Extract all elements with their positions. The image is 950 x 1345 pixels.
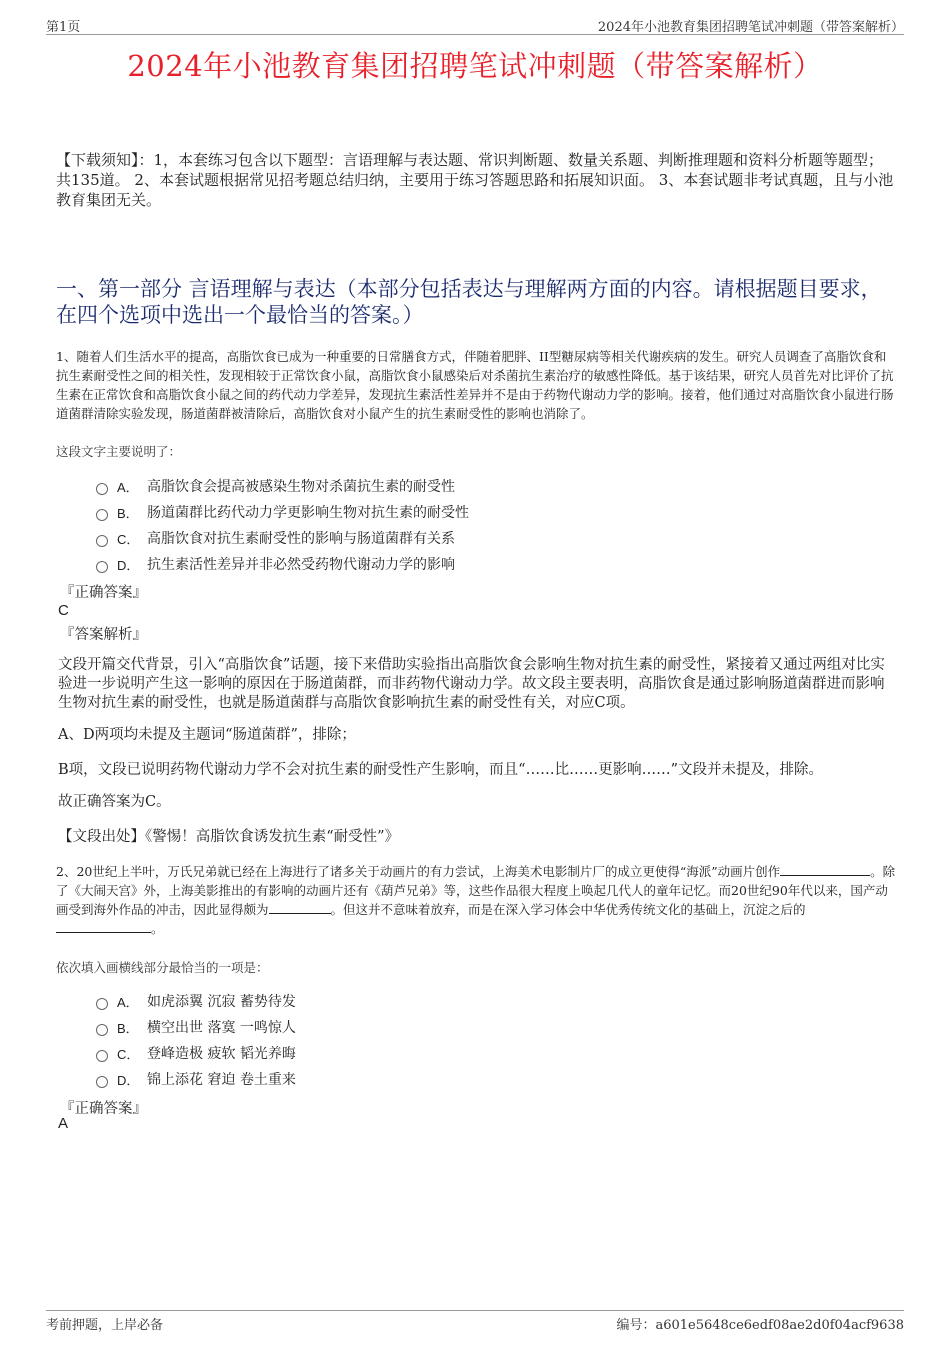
page-footer <box>46 1310 904 1333</box>
radio-icon[interactable] <box>96 561 108 573</box>
radio-icon[interactable] <box>96 535 108 547</box>
question-2-text: 2、20世纪上半叶，万氏兄弟就已经在上海进行了诸多关于动画片的有力尝试，上海美术电影制片厂的成立更使得“海派”动画片创作 。除了《大闹天宫》外，上海美影推出的有影响的动画片还有《葫芦兄弟》等，这些作品很大程度上唤起几代人的童年记忆。而20世纪90年代以来，国产动画受到海外作品的冲击，因此显得颇为 。但这并不意味着放弃，而是在深入学习体会中华优秀传统文化的基础上，沉淀之后的。 <box>56 864 896 936</box>
answer-value: C <box>58 602 69 619</box>
radio-icon[interactable] <box>96 483 108 495</box>
answer-label: 『正确答案』 <box>60 1101 147 1117</box>
page-title: 2024年小池教育集团招聘笔试冲刺题（带答案解析） <box>127 49 823 83</box>
radio-icon[interactable] <box>96 1050 108 1062</box>
page-header <box>46 14 904 35</box>
question-1-prompt: 这段文字主要说明了： <box>56 444 182 459</box>
option-c[interactable]: C． 高脂饮食对抗生素耐受性的影响与肠道菌群有关系 <box>96 525 796 551</box>
page-number: 第1页 <box>46 20 81 35</box>
option-a[interactable]: A． 如虎添翼 沉寂 蓄势待发 <box>96 988 796 1014</box>
option-b[interactable]: B． 肠道菌群比药代动力学更影响生物对抗生素的耐受性 <box>96 499 796 525</box>
option-a[interactable]: A． 高脂饮食会提高被感染生物对杀菌抗生素的耐受性 <box>96 473 796 499</box>
download-notice: 【下载须知】：1，本套练习包含以下题型：言语理解与表达题、常识判断题、数量关系题、判断推理题和资料分析题等题型；共135道。 2、本套试题根据常见招考题总结归纳，主要用于练习答题思路和拓展知识面。 3、本套试题非考试真题，且与小池教育集团无关。 <box>56 151 894 209</box>
fill-blank <box>780 863 870 876</box>
question-1-options <box>96 473 796 577</box>
question-1-text: 1、随着人们生活水平的提高，高脂饮食已成为一种重要的日常膳食方式，伴随着肥胖、II型糖尿病等相关代谢疾病的发生。研究人员调查了高脂饮食和抗生素耐受性之间的相关性，发现相较于正常饮食小鼠，高脂饮食小鼠感染后对杀菌抗生素治疗的敏感性降低。基于该结果，研究人员首先对比评价了抗生素在正常饮食和高脂饮食小鼠之间的药代动力学差异，发现抗生素活性差异并不是由于药物代谢动力学的影响。接着，他们通过对高脂饮食小鼠进行肠道菌群清除实验发现，肠道菌群被清除后，高脂饮食对小鼠产生的抗生素耐受性的影响也消除了。 <box>56 349 894 421</box>
source-citation: 【文段出处】《警惕！高脂饮食诱发抗生素“耐受性”》 <box>58 829 400 845</box>
option-d[interactable]: D． 锦上添花 窘迫 卷土重来 <box>96 1066 796 1092</box>
question-2-options <box>96 988 796 1092</box>
fill-blank <box>269 901 331 914</box>
radio-icon[interactable] <box>96 1024 108 1036</box>
radio-icon[interactable] <box>96 1076 108 1088</box>
analysis-paragraph: 故正确答案为C。 <box>58 794 171 810</box>
document-id: 编号：a601e5648ce6edf08ae2d0f04acf9638 <box>616 1318 904 1333</box>
analysis-paragraph: 文段开篇交代背景，引入“高脂饮食”话题，接下来借助实验指出高脂饮食会影响生物对抗生素的耐受性，紧接着又通过两组对比实验进一步说明产生这一影响的原因在于肠道菌群，而非药物代谢动力学。故文段主要表明，高脂饮食是通过影响肠道菌群进而影响生物对抗生素的耐受性，也就是肠道菌群与高脂饮食影响抗生素的耐受性有关，对应C项。 <box>58 657 885 711</box>
radio-icon[interactable] <box>96 998 108 1010</box>
answer-value: A <box>58 1115 69 1132</box>
radio-icon[interactable] <box>96 509 108 521</box>
fill-blank <box>56 920 151 933</box>
option-c[interactable]: C． 登峰造极 疲软 韬光养晦 <box>96 1040 796 1066</box>
question-2-prompt: 依次填入画横线部分最恰当的一项是： <box>56 960 269 975</box>
answer-label: 『正确答案』 <box>60 585 147 601</box>
analysis-paragraph: A、D两项均未提及主题词“肠道菌群”，排除； <box>58 727 356 743</box>
header-doc-title: 2024年小池教育集团招聘笔试冲刺题（带答案解析） <box>597 20 904 35</box>
option-b[interactable]: B． 横空出世 落寞 一鸣惊人 <box>96 1014 796 1040</box>
option-d[interactable]: D． 抗生素活性差异并非必然受药物代谢动力学的影响 <box>96 551 796 577</box>
section-title: 一、第一部分 言语理解与表达（本部分包括表达与理解两方面的内容。请根据题目要求，在四个选项中选出一个最恰当的答案。） <box>56 277 882 327</box>
footer-slogan: 考前押题，上岸必备 <box>46 1318 164 1333</box>
analysis-label: 『答案解析』 <box>60 627 147 643</box>
analysis-paragraph: B项，文段已说明药物代谢动力学不会对抗生素的耐受性产生影响，而且“……比……更影响……”文段并未提及，排除。 <box>58 762 823 778</box>
